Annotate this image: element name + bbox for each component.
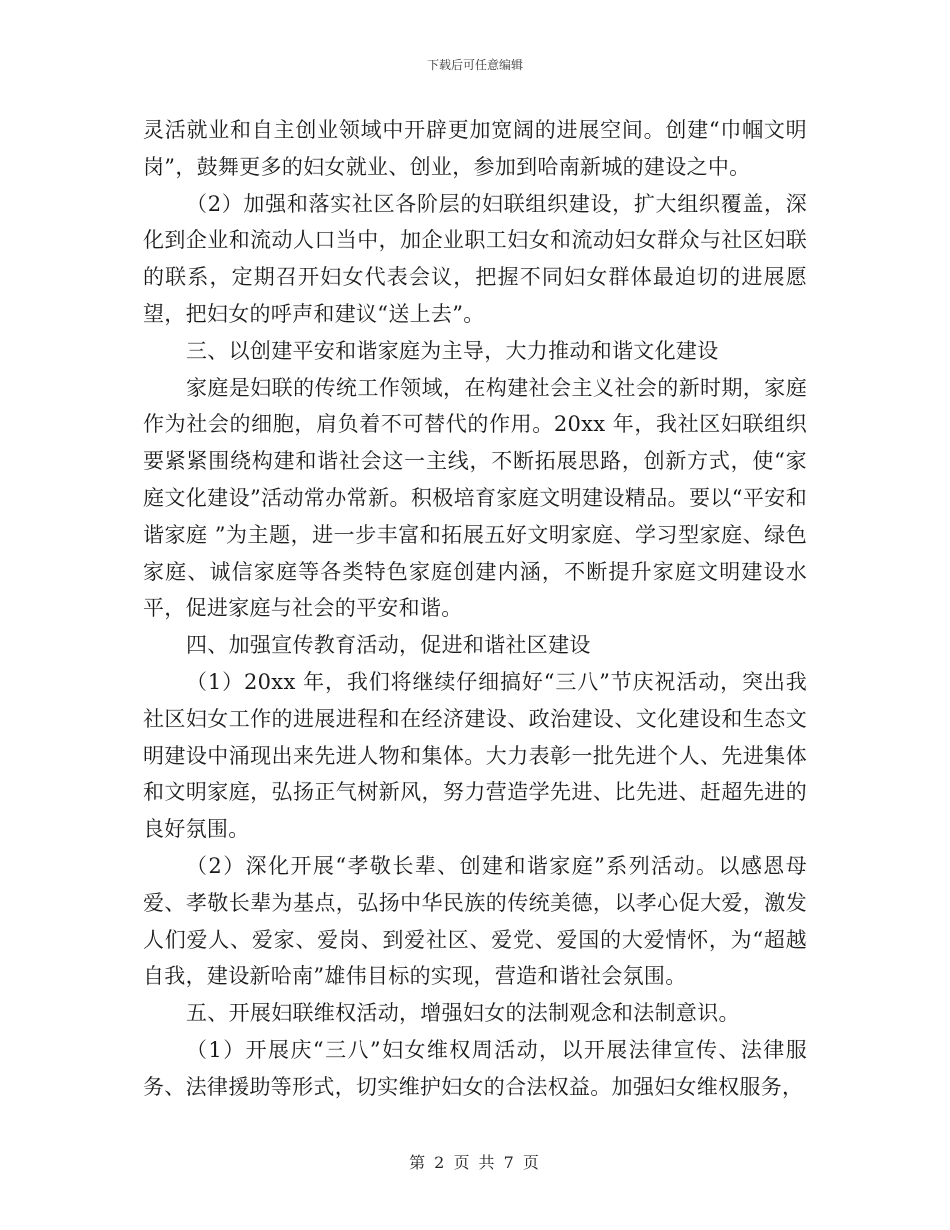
body-paragraph: 家庭是妇联的传统工作领域，在构建社会主义社会的新时期，家庭作为社会的细胞，肩负着不可替代的作用。20xx 年，我社区妇联组织要紧紧围绕构建和谐社会这一主线，不断拓展思路，创新方式，使“家庭文化建设”活动常办常新。积极培育家庭文明建设精品。要以“平安和谐家庭 ”为主题，进一步丰富和拓展五好文明家庭、学习型家庭、绿色家庭、诚信家庭等各类特色家庭创建内涵，不断提升家庭文明建设水平，促进家庭与社会的平安和谐。 [143, 375, 807, 621]
body-paragraph: （1）开展庆“三八”妇女维权周活动，以开展法律宣传、法律服务、法律援助等形式，切实维护妇女的合法权益。加强妇女维权服务， [143, 1037, 807, 1099]
body-paragraph: 灵活就业和自主创业领域中开辟更加宽阔的进展空间。创建“巾帼文明岗”，鼓舞更多的妇女就业、创业，参加到哈南新城的建设之中。 [143, 118, 807, 179]
section-heading: 四、加强宣传教育活动，促进和谐社区建设 [186, 633, 591, 658]
header-note: 下载后可任意编辑 [426, 58, 523, 72]
page-number: 第 2 页 共 7 页 [409, 1153, 541, 1172]
body-paragraph: （2）加强和落实社区各阶层的妇联组织建设，扩大组织覆盖，深化到企业和流动人口当中，加企业职工妇女和流动妇女群众与社区妇联的联系，定期召开妇女代表会议，把握不同妇女群体最迫切的进展愿望，把妇女的呼声和建议“送上去”。 [143, 191, 807, 326]
body-paragraph: （1）20xx 年，我们将继续仔细搞好“三八”节庆祝活动，突出我社区妇女工作的进展进程和在经济建设、政治建设、文化建设和生态文明建设中涌现出来先进人物和集体。大力表彰一批先进个人、先进集体和文明家庭，弘扬正气树新风，努力营造学先进、比先进、赶超先进的良好氛围。 [143, 669, 807, 842]
document-body [143, 112, 807, 1106]
section-heading: 五、开展妇联维权活动，增强妇女的法制观念和法制意识。 [186, 1001, 740, 1026]
body-paragraph: （2）深化开展“孝敬长辈、创建和谐家庭”系列活动。以感恩母爱、孝敬长辈为基点，弘扬中华民族的传统美德，以孝心促大爱，激发人们爱人、爱家、爱岗、到爱社区、爱党、爱国的大爱情怀，为“超越自我，建设新哈南”雄伟目标的实现，营造和谐社会氛围。 [143, 853, 807, 989]
section-heading: 三、以创建平安和谐家庭为主导，大力推动和谐文化建设 [186, 338, 719, 363]
